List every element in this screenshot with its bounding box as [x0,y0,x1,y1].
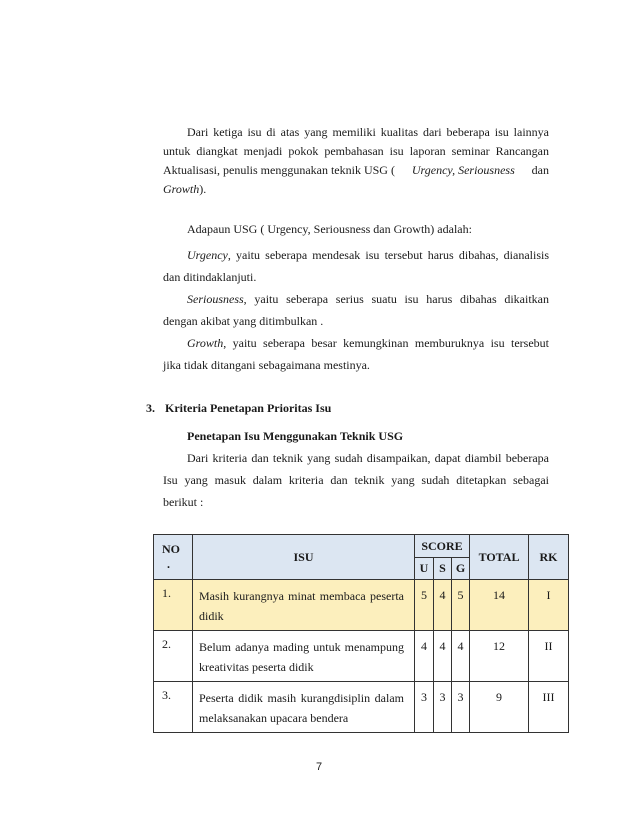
para1-line3-italic: Urgency, Seriousness [411,163,515,177]
seriousness-line1 [187,292,549,306]
row-s: 3 [434,682,452,733]
row-isu: Peserta didik masih kurangdisiplin dalam melaksanakan upacara bendera [193,682,415,733]
header-u: U [415,558,434,580]
para1-line4-end: ). [199,182,207,196]
row-isu: Masih kurangnya minat membaca peserta didik [193,580,415,631]
urgency-line1 [187,248,549,262]
seriousness-definition: , yaitu seberapa serius suatu isu harus dibahas dikaitkan [243,292,549,306]
urgency-definition: , yaitu seberapa mendesak isu tersebut harus dibahas, dianalisis [227,248,549,262]
growth-line1 [187,336,549,350]
header-no [154,535,193,580]
header-isu: ISU [193,535,415,580]
row-g: 3 [452,682,470,733]
row-g: 4 [452,631,470,682]
row-u: 4 [415,631,434,682]
section3-subheading: Penetapan Isu Menggunakan Teknik USG [187,429,404,443]
urgency-line2: dan ditindaklanjuti. [163,270,257,284]
row-rk: III [529,682,569,733]
urgency-term: Urgency [187,248,228,262]
table-row [154,631,569,682]
header-no-line2: . [167,557,170,571]
page-number: 7 [315,761,323,773]
seriousness-line2: dengan akibat yang ditimbulkan . [163,314,324,328]
row-u: 3 [415,682,434,733]
growth-term: Growth [187,336,224,350]
para1-line3-end: dan [531,163,549,177]
row-total: 14 [470,580,529,631]
row-no: 3. [154,682,193,733]
usg-intro: Adapaun USG ( Urgency, Seriousness dan Growth) adalah: [187,222,472,236]
section3-heading: Kriteria Penetapan Prioritas Isu [165,401,332,415]
para1-line1: Dari ketiga isu di atas yang memiliki kualitas dari beberapa isu lainnya [187,125,549,139]
seriousness-term: Seriousness [187,292,244,306]
section3-number: 3. [146,401,155,415]
header-rk: RK [529,535,569,580]
row-total: 12 [470,631,529,682]
header-g: G [452,558,470,580]
para1-line2: untuk diangkat menjadi pokok pembahasan isu laporan seminar Rancangan [163,144,549,158]
para1-line3-text: Aktualisasi, penulis menggunakan teknik USG ( [163,163,395,177]
header-no-line1: NO [162,542,180,556]
growth-definition: , yaitu seberapa besar kemungkinan memburuknya isu tersebut [223,336,549,350]
row-s: 4 [434,580,452,631]
section3-line2: Isu yang masuk dalam kriteria dan teknik yang sudah ditetapkan sebagai [163,473,549,487]
table-row [154,580,569,631]
usg-table [153,534,569,733]
row-no: 1. [154,580,193,631]
header-total: TOTAL [470,535,529,580]
row-total: 9 [470,682,529,733]
growth-line2: jika tidak ditangani sebagaimana mestinya. [163,358,370,372]
row-u: 5 [415,580,434,631]
row-g: 5 [452,580,470,631]
header-score: SCORE [415,535,470,558]
para1-growth-term: Growth [163,182,200,196]
table-row [154,682,569,733]
section3-line3: berikut : [163,495,204,509]
row-rk: I [529,580,569,631]
row-no: 2. [154,631,193,682]
para1-line3 [163,163,549,177]
section3-line1: Dari kriteria dan teknik yang sudah disampaikan, dapat diambil beberapa [187,451,549,465]
header-s: S [434,558,452,580]
row-rk: II [529,631,569,682]
row-isu: Belum adanya mading untuk menampung kreativitas peserta didik [193,631,415,682]
para1-line4 [163,182,206,196]
row-s: 4 [434,631,452,682]
